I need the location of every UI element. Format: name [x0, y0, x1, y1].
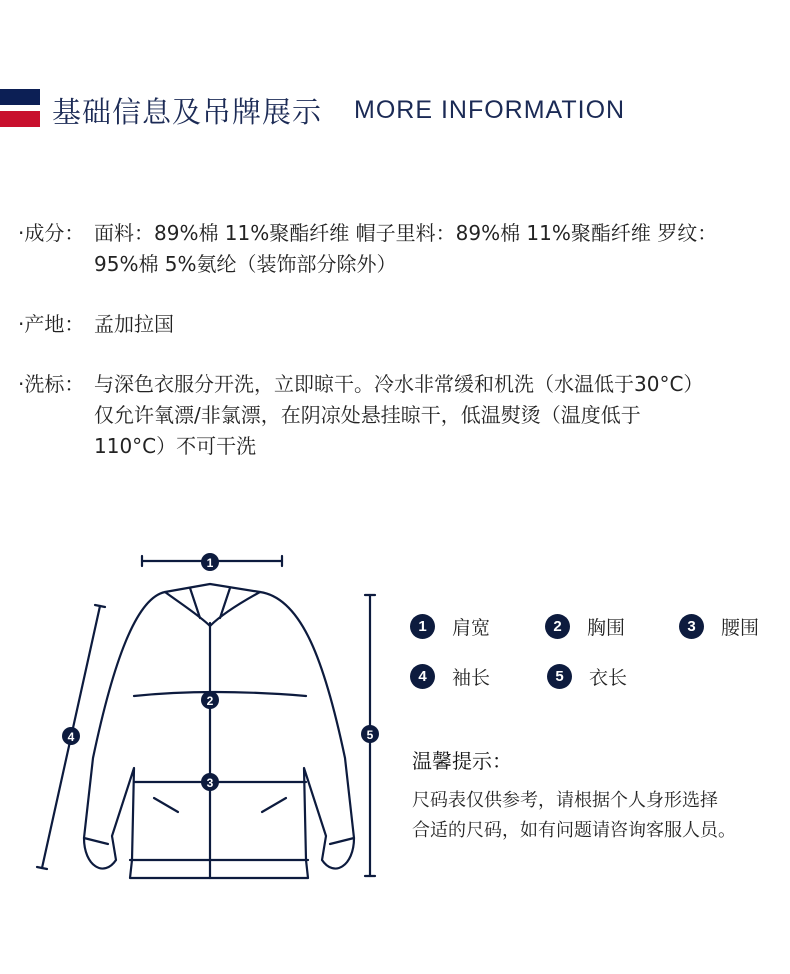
- diagram-markers: [62, 553, 379, 791]
- marker-body-length: 5: [366, 728, 374, 742]
- care-label: ·洗标：: [18, 372, 85, 396]
- legend-shoulder-width: [410, 613, 490, 640]
- tips-title: 温馨提示：: [412, 749, 512, 773]
- legend-body-length: [547, 663, 627, 690]
- legend-label: 胸围: [587, 617, 626, 639]
- number-5-icon: 5: [547, 664, 572, 689]
- marker-shoulder-width: 1: [206, 556, 214, 570]
- composition-line: 95%棉 5%氨纶（装饰部分除外）: [94, 252, 397, 276]
- tips-text: [412, 786, 736, 846]
- number-3-icon: 3: [679, 614, 704, 639]
- number-4-icon: 4: [410, 664, 435, 689]
- care-line: 110°C）不可干洗: [94, 434, 257, 458]
- origin-label: ·产地：: [18, 312, 85, 336]
- number-1-icon: 1: [410, 614, 435, 639]
- jacket-measurement-diagram: [30, 548, 400, 893]
- legend-label: 肩宽: [452, 617, 491, 639]
- marker-chest: 2: [206, 694, 214, 708]
- care-line: 与深色衣服分开洗，立即晾干。冷水非常缓和机洗（水温低于30°C）: [94, 372, 704, 396]
- composition-line: 面料：89%棉 11%聚酯纤维 帽子里料：89%棉 11%聚酯纤维 罗纹：: [94, 221, 718, 245]
- origin-value: [94, 309, 774, 340]
- care-line: 仅允许氧漂/非氯漂，在阴凉处悬挂晾干，低温熨烫（温度低于: [94, 403, 641, 427]
- marker-sleeve-length: 4: [67, 730, 75, 744]
- legend-chest: [545, 613, 625, 640]
- legend-label: 袖长: [452, 667, 491, 689]
- tips-line: 尺码表仅供参考，请根据个人身形选择: [412, 790, 718, 811]
- legend-label: 衣长: [589, 667, 628, 689]
- legend-label: 腰围: [721, 617, 760, 639]
- legend-waist: [679, 613, 759, 640]
- origin-line: 孟加拉国: [94, 312, 174, 336]
- composition-label: ·成分：: [18, 221, 85, 245]
- number-2-icon: 2: [545, 614, 570, 639]
- section-title-cn: 基础信息及吊牌展示: [52, 95, 323, 129]
- marker-waist: 3: [206, 776, 214, 790]
- section-header: [0, 86, 790, 132]
- composition-value: [94, 218, 774, 280]
- care-value: [94, 369, 774, 462]
- flag-icon: [0, 89, 40, 127]
- legend-sleeve-length: [410, 663, 490, 690]
- section-title-en: MORE INFORMATION: [354, 96, 626, 124]
- tips-line: 合适的尺码，如有问题请咨询客服人员。: [412, 820, 736, 841]
